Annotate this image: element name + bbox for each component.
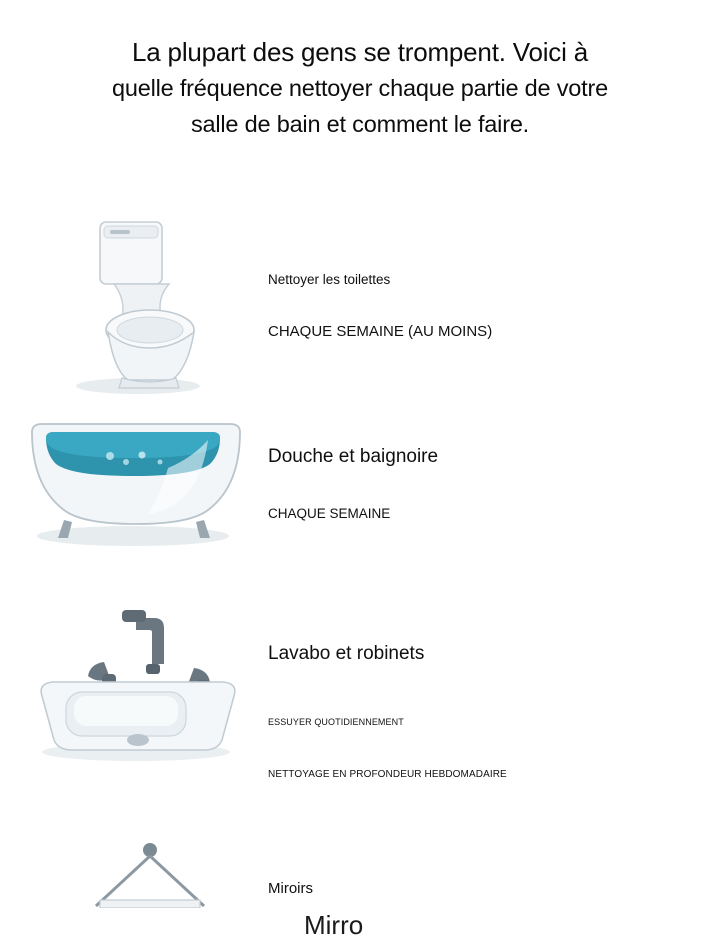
section-toilet <box>0 208 720 398</box>
toilet-text-block <box>268 272 698 340</box>
page-title <box>0 0 720 142</box>
sink-title: Lavabo et robinets <box>268 643 425 664</box>
bathtub-title: Douche et baignoire <box>268 446 439 467</box>
section-bathtub <box>0 410 720 565</box>
sink-frequency-daily: ESSUYER QUOTIDIENNEMENT <box>268 717 404 727</box>
toilet-frequency: CHAQUE SEMAINE (AU MOINS) <box>268 323 493 340</box>
mirror-text-block <box>268 880 698 940</box>
bathtub-frequency: CHAQUE SEMAINE <box>268 506 391 521</box>
mirror-illustration <box>18 838 248 908</box>
section-mirror <box>0 838 720 940</box>
section-sink <box>0 600 720 800</box>
mirror-title: Miroirs <box>268 880 313 897</box>
bathtub-text-block <box>268 446 698 521</box>
headline-line-2: quelle fréquence nettoyer chaque partie de votre <box>112 75 608 101</box>
headline-line-3: salle de bain et comment le faire. <box>190 111 530 137</box>
sink-frequency-weekly: NETTOYAGE EN PROFONDEUR HEBDOMADAIRE <box>268 769 507 780</box>
toilet-title: Nettoyer les toilettes <box>268 272 391 287</box>
mirror-overlap-text: Mirro <box>304 910 364 940</box>
bathtub-illustration <box>18 410 248 550</box>
toilet-illustration <box>18 208 248 398</box>
sink-text-block <box>268 643 698 780</box>
headline-line-1: La plupart des gens se trompent. Voici à <box>132 37 588 67</box>
sink-illustration <box>18 600 248 780</box>
